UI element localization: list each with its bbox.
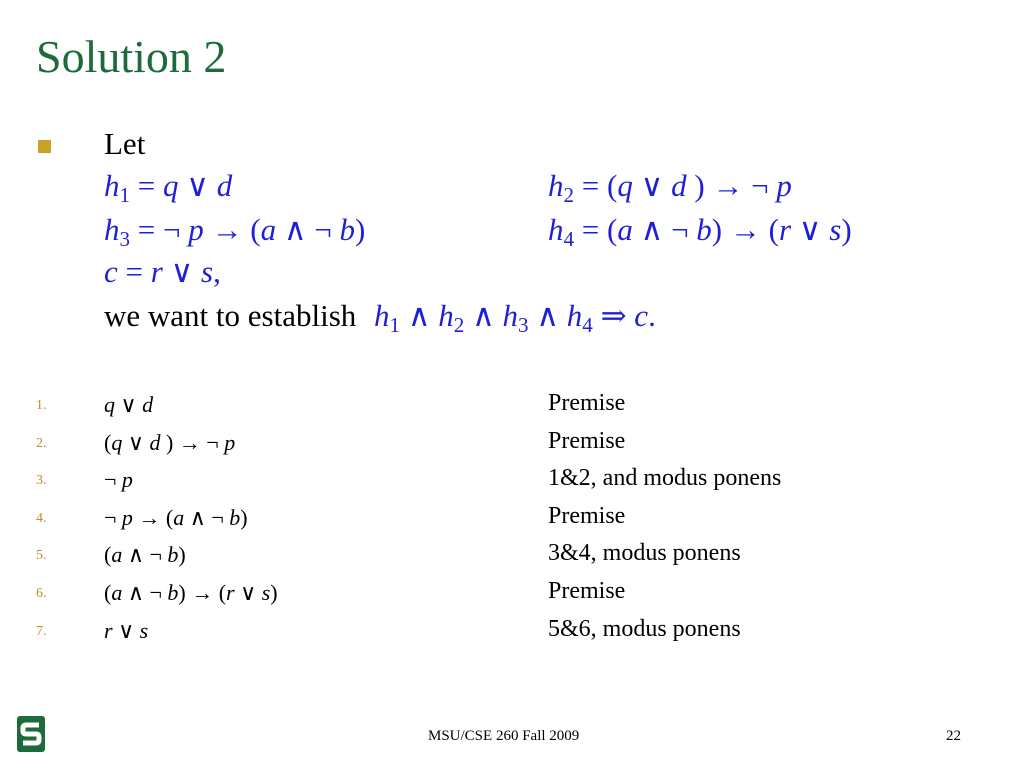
h1-definition: $h_1 = q$ ∨ d [104,168,233,207]
step-justification: Premise [548,502,626,529]
step-justification: 3&4, modus ponens [548,540,741,567]
step-justification: Premise [548,390,626,416]
h2-definition: $h_2 = (q$ ∨ d ) → ¬ p [548,168,792,207]
h4-lhs: $h_4$ [548,212,575,251]
step-justification: 1&2, and modus ponens [548,465,782,492]
h1-lhs: $h_1$ [104,168,131,207]
step-number: 5. [36,548,47,564]
step-number: 3. [36,473,47,489]
step-number: 1. [36,398,47,413]
step-expression: ¬ p → (a ∧ ¬ b) [104,504,248,530]
h2-lhs: $h_2$ [548,168,575,207]
h4-definition: $h_4 = (a$ ∧ ¬ b) → (r ∨ s) [548,212,852,251]
goal-statement [104,298,656,337]
h4-rhs: (a ∧ ¬ b) → (r ∨ s) [607,212,852,247]
footer-course-label: MSU/CSE 260 Fall 2009 [428,728,580,744]
goal-text: we want to establish [104,298,357,333]
page-number: 22 [946,728,961,744]
step-expression: (a ∧ ¬ b) → (r ∨ s) [104,580,278,605]
step-expression: (q ∨ d ) → ¬ p [104,429,236,455]
step-justification: 5&6, modus ponens [548,615,741,642]
step-justification: Premise [548,578,626,604]
spartan-s-logo-icon [17,716,45,752]
goal-expression: $h_1$ ∧ $h_2$ ∧ $h_3$ ∧ $h_4$ ⇒ c. [374,298,656,337]
step-number: 4. [36,510,47,526]
step-expression: ¬ p [104,467,133,493]
step-justification: Premise [548,427,626,454]
h3-definition: $h_3$ = ¬ p → (a ∧ ¬ b) [104,212,366,251]
bullet-square-icon [38,140,51,153]
step-expression: q ∨ d [104,392,154,417]
step-number: 2. [36,435,47,451]
intro-text: Let [104,126,146,161]
h3-lhs: $h_3$ [104,212,131,251]
h1-rhs: q ∨ d [163,168,233,203]
h2-rhs: (q ∨ d ) → ¬ p [607,168,792,203]
step-number: 7. [36,623,47,639]
h3-rhs: ¬ p → (a ∧ ¬ b) [163,212,366,247]
step-expression: (a ∧ ¬ b) [104,542,186,568]
slide-title: Solution 2 [36,31,227,82]
step-expression: r ∨ s [104,617,149,643]
c-definition: c = r ∨ s, [104,254,221,289]
step-number: 6. [36,586,47,601]
